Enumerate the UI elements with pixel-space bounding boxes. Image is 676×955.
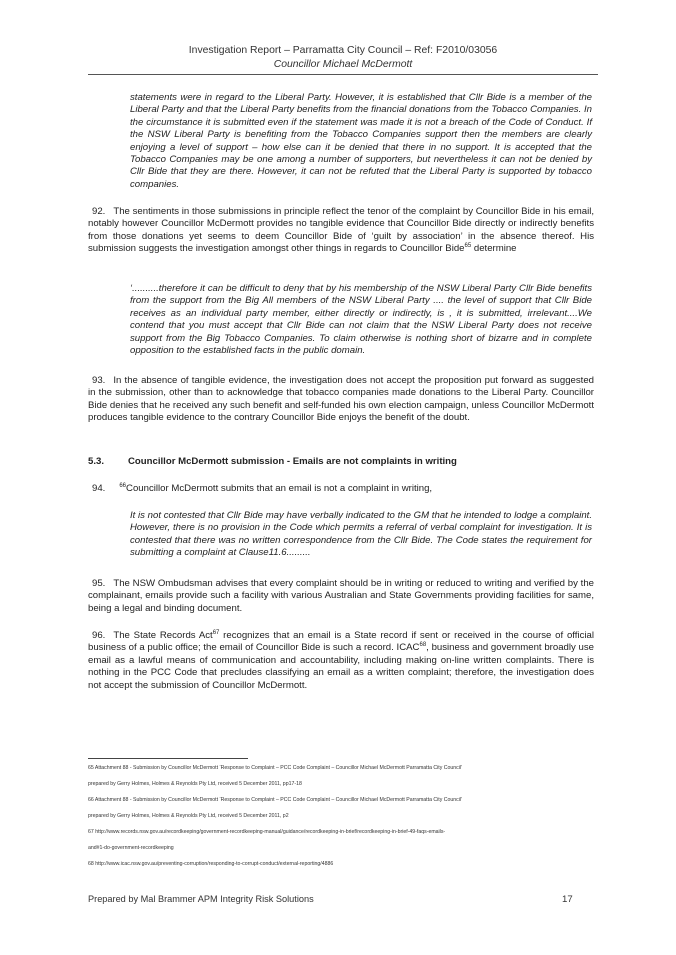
paragraph-text: The NSW Ombudsman advises that every complaint should be in writing or reduced to writing and verified by the complainant, emails provide such a facility with various Australian and State Governments providing facilities for same, being a legal and binding document. (88, 578, 594, 614)
paragraph-number: 92. (92, 206, 106, 217)
paragraph-number: 95. (92, 578, 106, 589)
paragraph-text: Councillor McDermott submits that an email is not a complaint in writing, (126, 483, 433, 494)
paragraph-text: The sentiments in those submissions in principle reflect the tenor of the complaint by Councillor Bide in his email, notably however Councillor McDermott provides no tangible evidence that Councillor Bide directly or indirectly benefits from those donations yet seems to deem Councillor Bide of ‘guilt by association’ in the absence thereof. His submission suggests the investigation amongst other things in regards to Councillor Bide (88, 206, 594, 255)
quote-submission-membership: ‘..........therefore it can be difficult to deny that by his membership of the NSW Liberal Party Cllr Bide benefits from the support from the Big All members of the NSW Liberal Party .... the level of support that Cllr Bide receives as an individual party member, either directly or indirectly, is , it is submitted, irrelevant....We contend that you must accept that Cllr Bide can not claim that the NSW Liberal Party does not receive support from the Big Tobacco Companies. To claim otherwise is nothing short of bizarre and in complete opposition to the established facts in the public domain. (130, 283, 592, 357)
header-divider (88, 74, 598, 75)
paragraph-text-middle: recognizes that an email is a State record if sent or received in the course of official business of a public office; the email of Councillor Bide is such a record. ICAC (88, 630, 594, 654)
paragraph-text-tail: , business and government broadly use email as a lawful means of communication and accountability, including making on-line written complaints. There is nothing in the PCC Code that precludes classifying an email as a written complaint; therefore, the investigation does not accept the submission of Councillor McDermott. (88, 642, 595, 691)
page-header (88, 44, 598, 72)
footnote-66-line-1: 66 Attachment 88 - Submission by Councillor McDermott ‘Response to Complaint – PCC Code Complaint – Councillor Michael McDermott Parramatta City Council’ (88, 797, 463, 803)
section-number: 5.3. (88, 456, 105, 467)
quote-submission-verbal-complaint: It is not contested that Cllr Bide may have verbally indicated to the GM that he intended to lodge a complaint. However, there is no provision in the Code which permits a referral of verbal complaint for investigation. It is contested that there was no written correspondence from the Cllr Bide. The Code states the requirement for submitting a complaint at Clause11.6......... (130, 510, 592, 559)
footnote-ref-68: 68 (419, 642, 427, 649)
footnote-67-line-1: 67 http://www.records.nsw.gov.au/recordkeeping/government-recordkeeping-manual/guidance/recordkeeping-in-brief/recordkeeping-in-brief-49-faqs-emails- (88, 829, 446, 835)
paragraph-94 (88, 483, 594, 495)
footnote-65-line-2: prepared by Gerry Holmes, Holmes & Reynolds Pty Ltd, received 5 December 2011, pp17-18 (88, 781, 302, 787)
paragraph-93 (88, 375, 594, 425)
footer-prepared-by: Prepared by Mal Brammer APM Integrity Risk Solutions (88, 894, 314, 904)
paragraph-92 (88, 206, 594, 256)
footnote-65-line-1: 65 Attachment 88 - Submission by Councillor McDermott ‘Response to Complaint – PCC Code Complaint – Councillor Michael McDermott Parramatta City Council’ (88, 765, 463, 771)
quote-submission-liberal-party: statements were in regard to the Liberal Party. However, it is established that Cllr Bide is a member of the Liberal Party and that the Liberal Party benefits from the financial donations from the Tobacco Companies. In the circumstance it is submitted even if the statement was made it is not a breach of the Code of Conduct. If the NSW Liberal Party is benefiting from the Tobacco Companies support then the members are clearly enjoying a level of support – how else can it be denied that there in no support. It is accepted that the Tobacco Companies may be one among a number of supporters, but nevertheless it can not be denied by Cllr Bide that they are there. However, it can not be refuted that the Liberal Party is supported by tobacco companies. (130, 92, 592, 190)
paragraph-text: The State Records Act (113, 630, 213, 641)
paragraph-95 (88, 578, 594, 615)
page-number: 17 (562, 894, 573, 905)
footnote-ref-66: 66 (119, 482, 127, 489)
paragraph-text-tail: determine (471, 243, 517, 255)
header-report-title: Investigation Report – Parramatta City Council – Ref: F2010/03056 (188, 45, 498, 56)
footnote-67-line-2: and#1-do-government-recordkeeping (88, 845, 174, 851)
footnote-ref-65: 65 (464, 243, 472, 250)
section-heading-5-3 (88, 456, 594, 468)
paragraph-number: 96. (92, 630, 106, 641)
paragraph-96 (88, 630, 594, 692)
footnote-68: 68 http://www.icac.nsw.gov.au/preventing-corruption/responding-to-corrupt-conduct/external-reporting/4886 (88, 861, 334, 867)
header-subject: Councillor Michael McDermott (273, 59, 413, 70)
footnote-divider (88, 758, 248, 759)
paragraph-number: 94. (92, 483, 106, 494)
footnote-ref-67: 67 (212, 629, 220, 636)
paragraph-number: 93. (92, 375, 106, 386)
paragraph-text: In the absence of tangible evidence, the investigation does not accept the proposition put forward as suggested in the submission, other than to acknowledge that tobacco companies made donations to the Liberal Party. Councillor Bide denies that he received any such benefit and self-funded his own election campaign, unless Councillor McDermott produces tangible evidence to the contrary Councillor Bide enjoys the benefit of the doubt. (88, 375, 594, 424)
footnote-66-line-2: prepared by Gerry Holmes, Holmes & Reynolds Pty Ltd, received 5 December 2011, p2 (88, 813, 289, 819)
section-title: Councillor McDermott submission - Emails are not complaints in writing (128, 456, 457, 467)
